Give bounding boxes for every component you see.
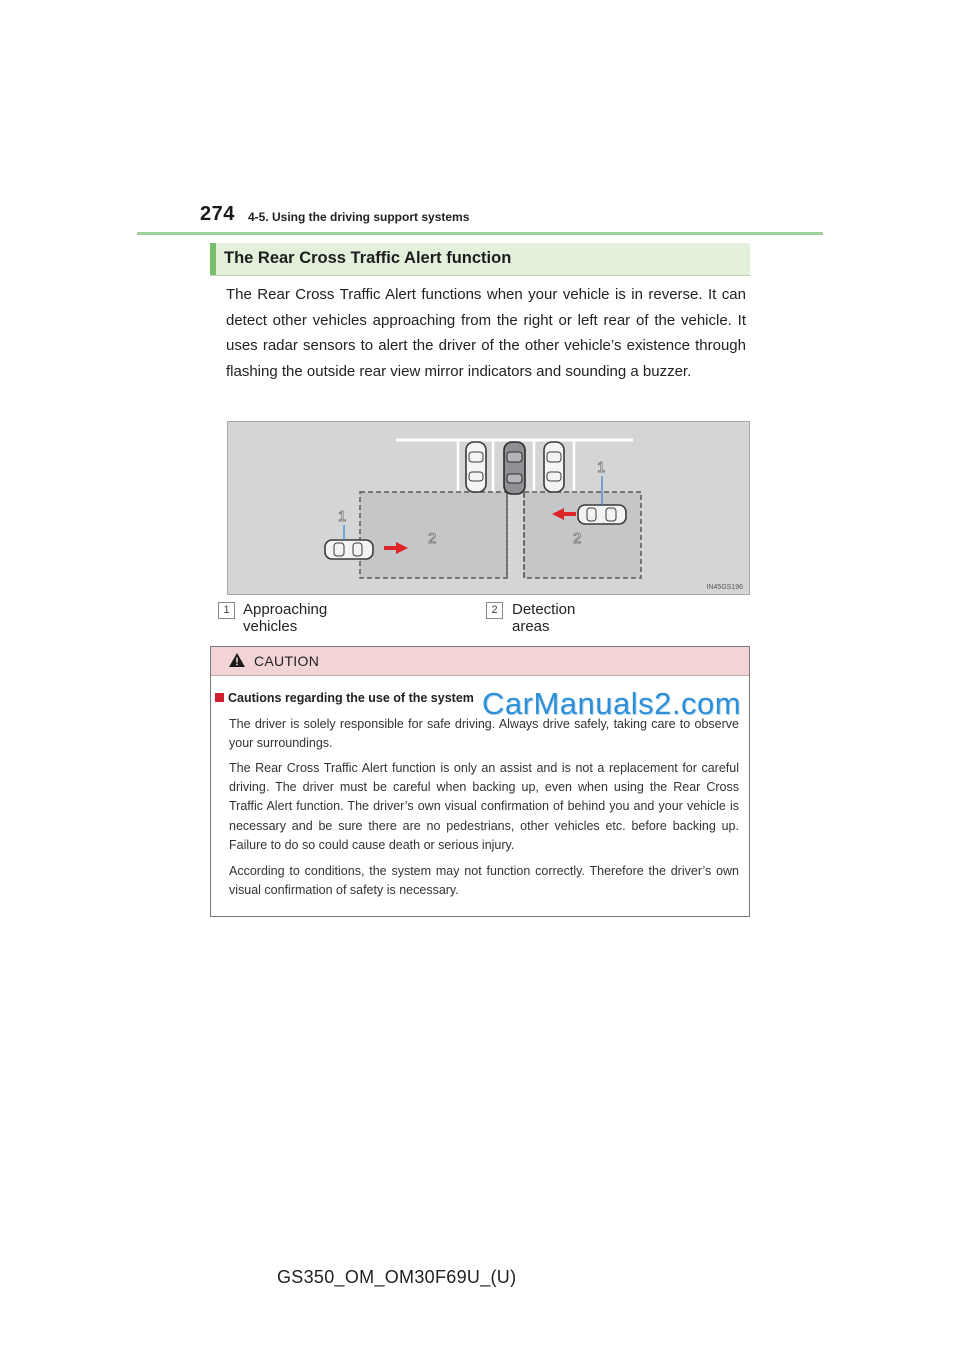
parking-diagram (228, 422, 749, 594)
caution-subheading-text: Cautions regarding the use of the system (228, 691, 474, 705)
caution-paragraph-1: The driver is solely responsible for safe driving. Always drive safely, taking care to observe your surroundings. (229, 717, 739, 751)
footer-code: GS350_OM_OM30F69U_(U) (277, 1267, 517, 1287)
callout-1-left: 1 (338, 508, 347, 525)
legend-badge-1: 1 (218, 602, 235, 619)
callout-2-left: 2 (428, 530, 437, 547)
section-title: 4-5. Using the driving support systems (248, 210, 470, 224)
legend-badge-2: 2 (486, 602, 503, 619)
parked-car-left (466, 442, 486, 492)
caution-header (211, 647, 749, 676)
heading-accent (210, 243, 216, 275)
warning-icon (228, 652, 246, 668)
own-vehicle (504, 442, 525, 494)
image-code: IN45GS196 (706, 584, 743, 591)
header-rule (137, 232, 823, 235)
bullet-square-icon (215, 693, 224, 702)
page-number: 274 (200, 203, 235, 225)
caution-subheading (215, 691, 474, 705)
caution-title: CAUTION (254, 653, 320, 669)
callout-2-right: 2 (573, 530, 582, 547)
legend-label-1: Approaching vehicles (243, 601, 328, 635)
approaching-vehicle-left (325, 540, 373, 559)
caution-paragraph-3: According to conditions, the system may not function correctly. Therefore the driver’s own visual confirmation of safety is necessary. (229, 864, 739, 898)
intro-paragraph: The Rear Cross Traffic Alert functions when your vehicle is in reverse. It can detect other vehicles approaching from the right or left rear of the vehicle. It uses radar sensors to alert the driver of the other vehicle’s existence through flashing the outside rear view mirror indicators and sounding a buzzer. (226, 286, 746, 380)
caution-paragraph-2: The Rear Cross Traffic Alert function is only an assist and is not a replacement for careful driving. The driver must be careful when backing up, even when using the Rear Cross Traffic Alert function. The driver’s own visual confirmation of behind you and your vehicle is necessary and be sure there are no pedestrians, other vehicles etc. before backing up. Failure to do so could cause death or serious injury. (229, 761, 739, 852)
section-heading-bar (210, 243, 750, 276)
parked-car-right (544, 442, 564, 492)
section-heading: The Rear Cross Traffic Alert function (224, 249, 512, 267)
callout-1-right: 1 (597, 459, 606, 476)
approaching-vehicle-right (578, 505, 626, 524)
watermark: CarManuals2.com (482, 686, 742, 721)
parking-illustration (227, 421, 750, 595)
legend-label-2: Detection areas (512, 601, 576, 635)
